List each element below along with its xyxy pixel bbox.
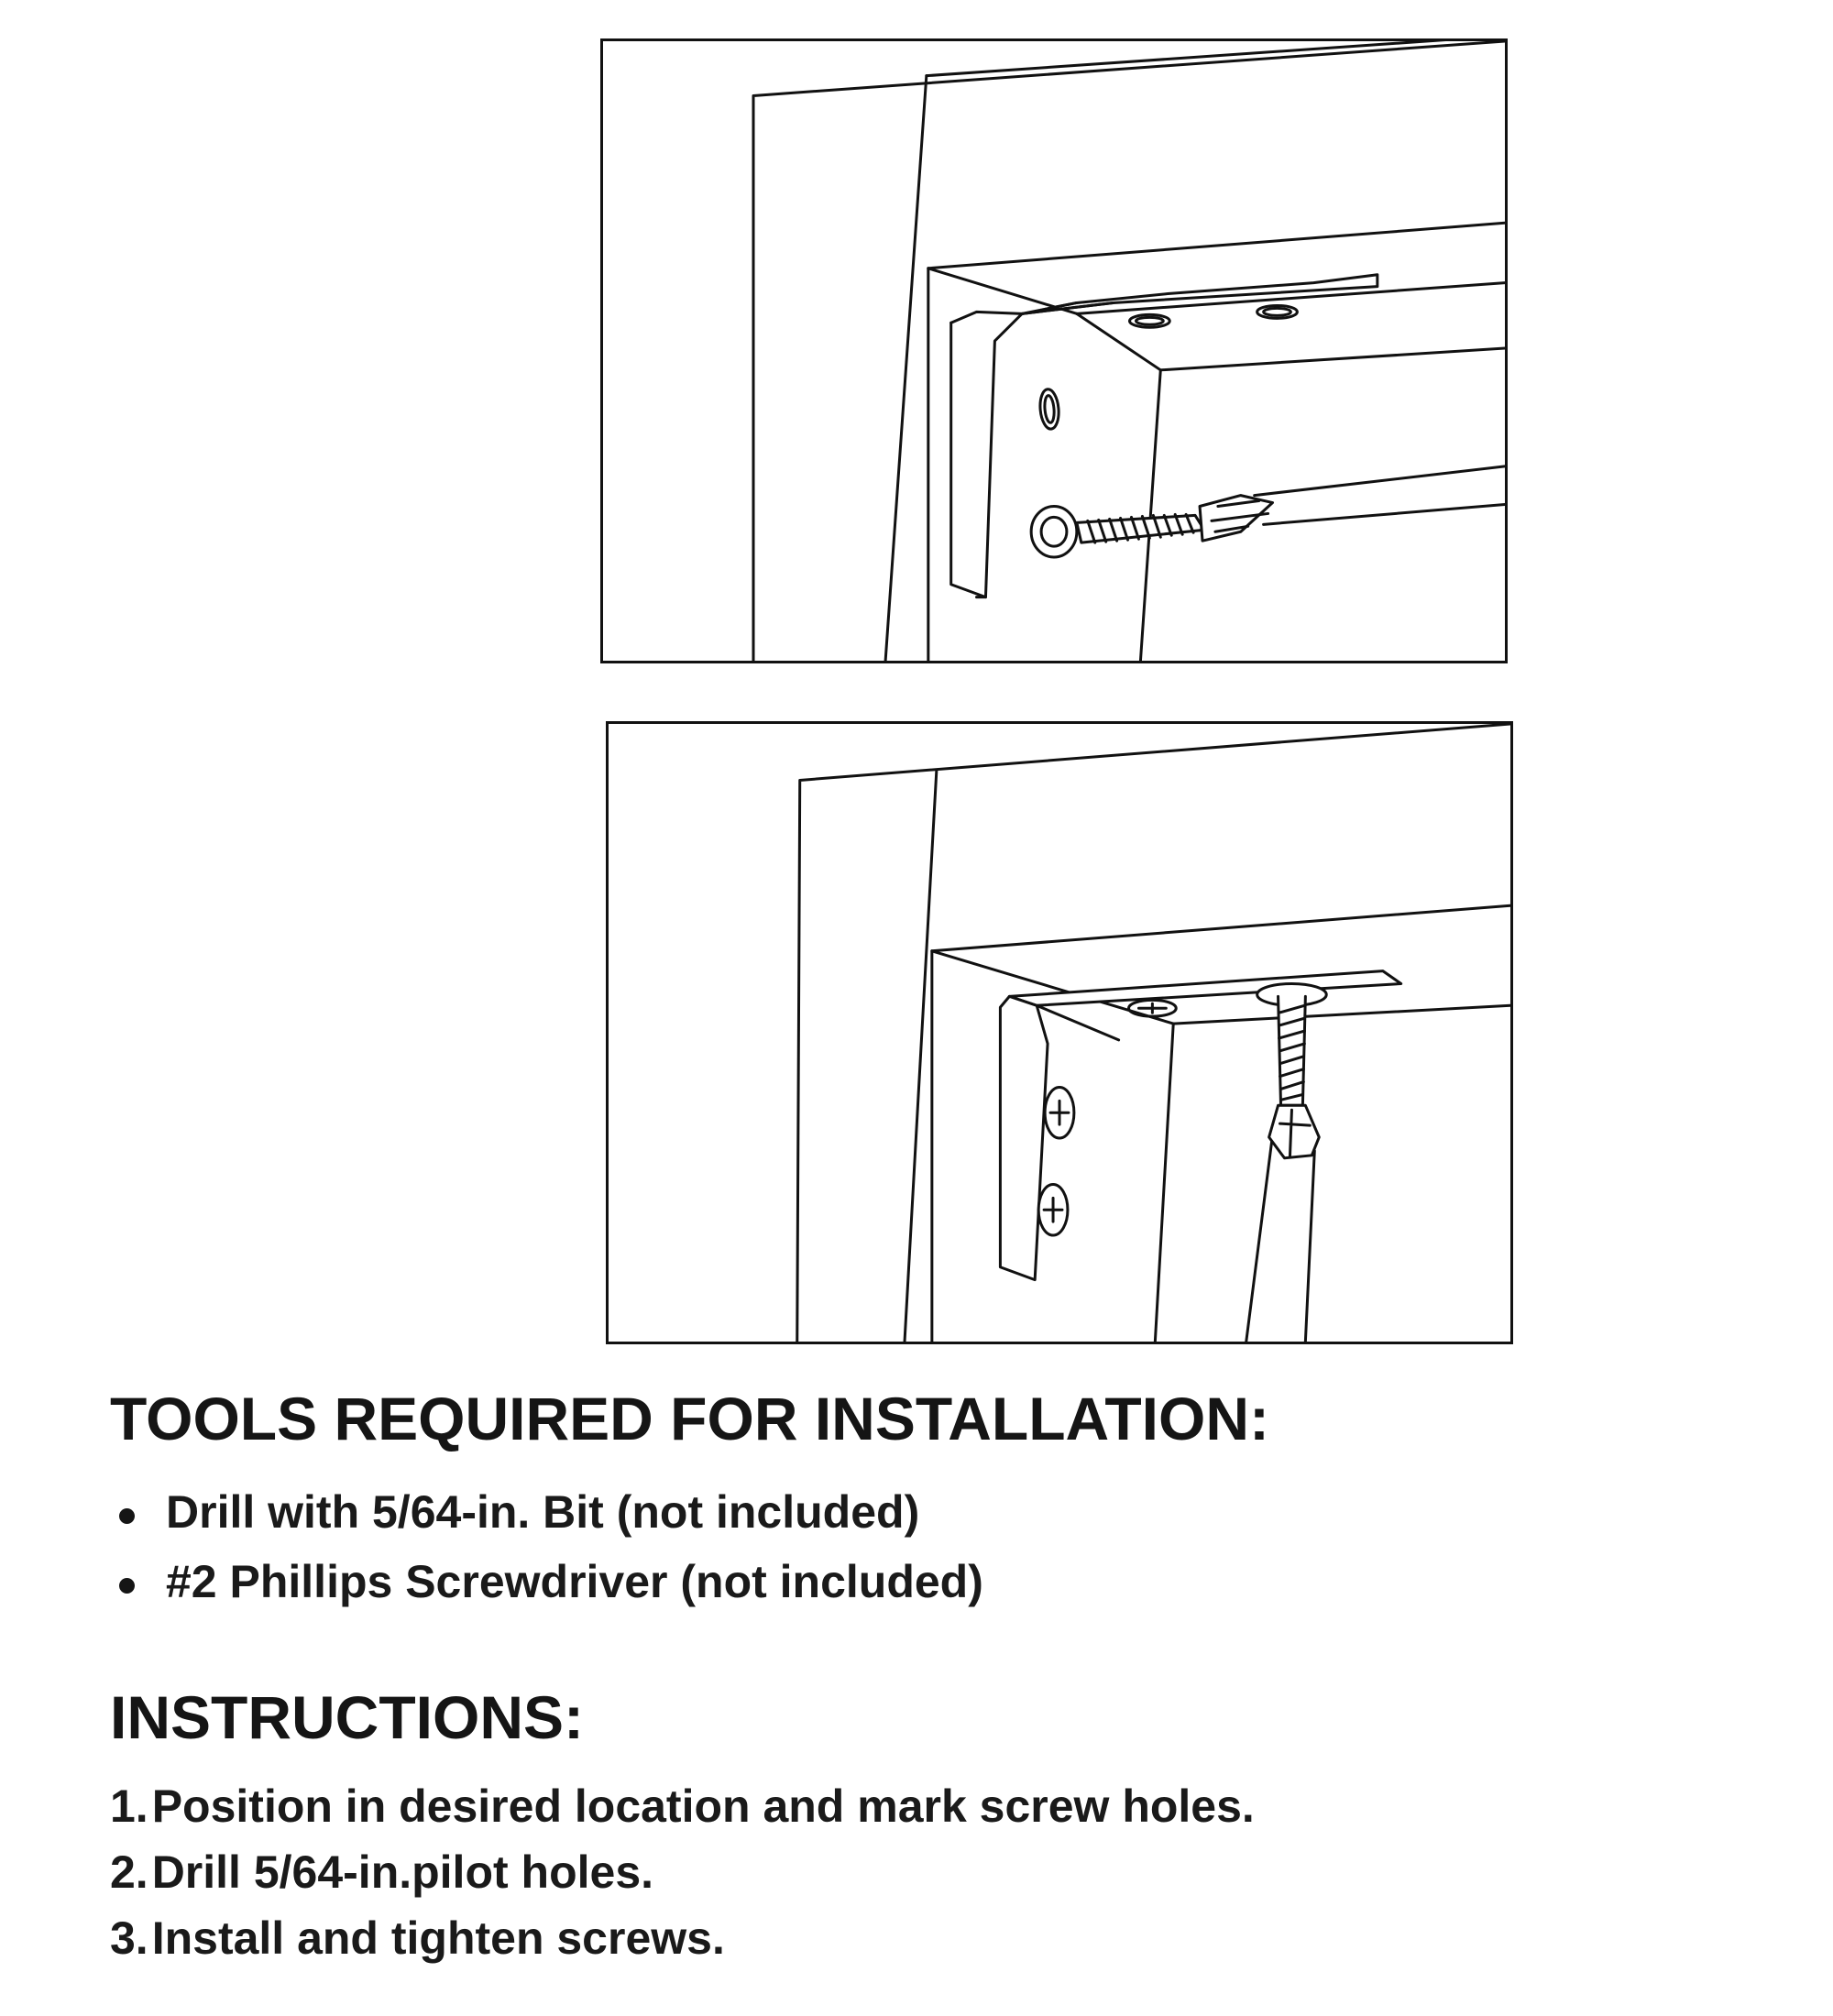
instruction-step (110, 1839, 1255, 1905)
step-text: Position in desired location and mark screw holes. (151, 1780, 1255, 1832)
instruction-step (110, 1773, 1255, 1839)
instruction-step (110, 1905, 1255, 1971)
tools-required-heading: TOOLS REQUIRED FOR INSTALLATION: (110, 1385, 1269, 1452)
step-number: 1. (110, 1780, 148, 1832)
bullet-icon (119, 1578, 135, 1594)
tool-item-screwdriver (110, 1547, 983, 1616)
instructions-list (110, 1773, 1255, 1971)
bullet-icon (119, 1508, 135, 1524)
tool-item-text: #2 Phillips Screwdriver (not included) (166, 1556, 983, 1607)
step-number: 3. (110, 1912, 148, 1964)
instructions-heading: INSTRUCTIONS: (110, 1683, 584, 1751)
illustration-panel-side-screw (600, 38, 1508, 663)
tools-list (110, 1477, 983, 1616)
tool-item-text: Drill with 5/64-in. Bit (not included) (166, 1486, 920, 1538)
step-number: 2. (110, 1846, 148, 1898)
top-screw-diagram (609, 724, 1510, 1342)
step-text: Install and tighten screws. (151, 1912, 725, 1964)
tool-item-drill (110, 1477, 983, 1547)
illustration-panel-top-screw (606, 721, 1513, 1344)
step-text: Drill 5/64-in.pilot holes. (151, 1846, 654, 1898)
side-screw-diagram (603, 41, 1505, 661)
